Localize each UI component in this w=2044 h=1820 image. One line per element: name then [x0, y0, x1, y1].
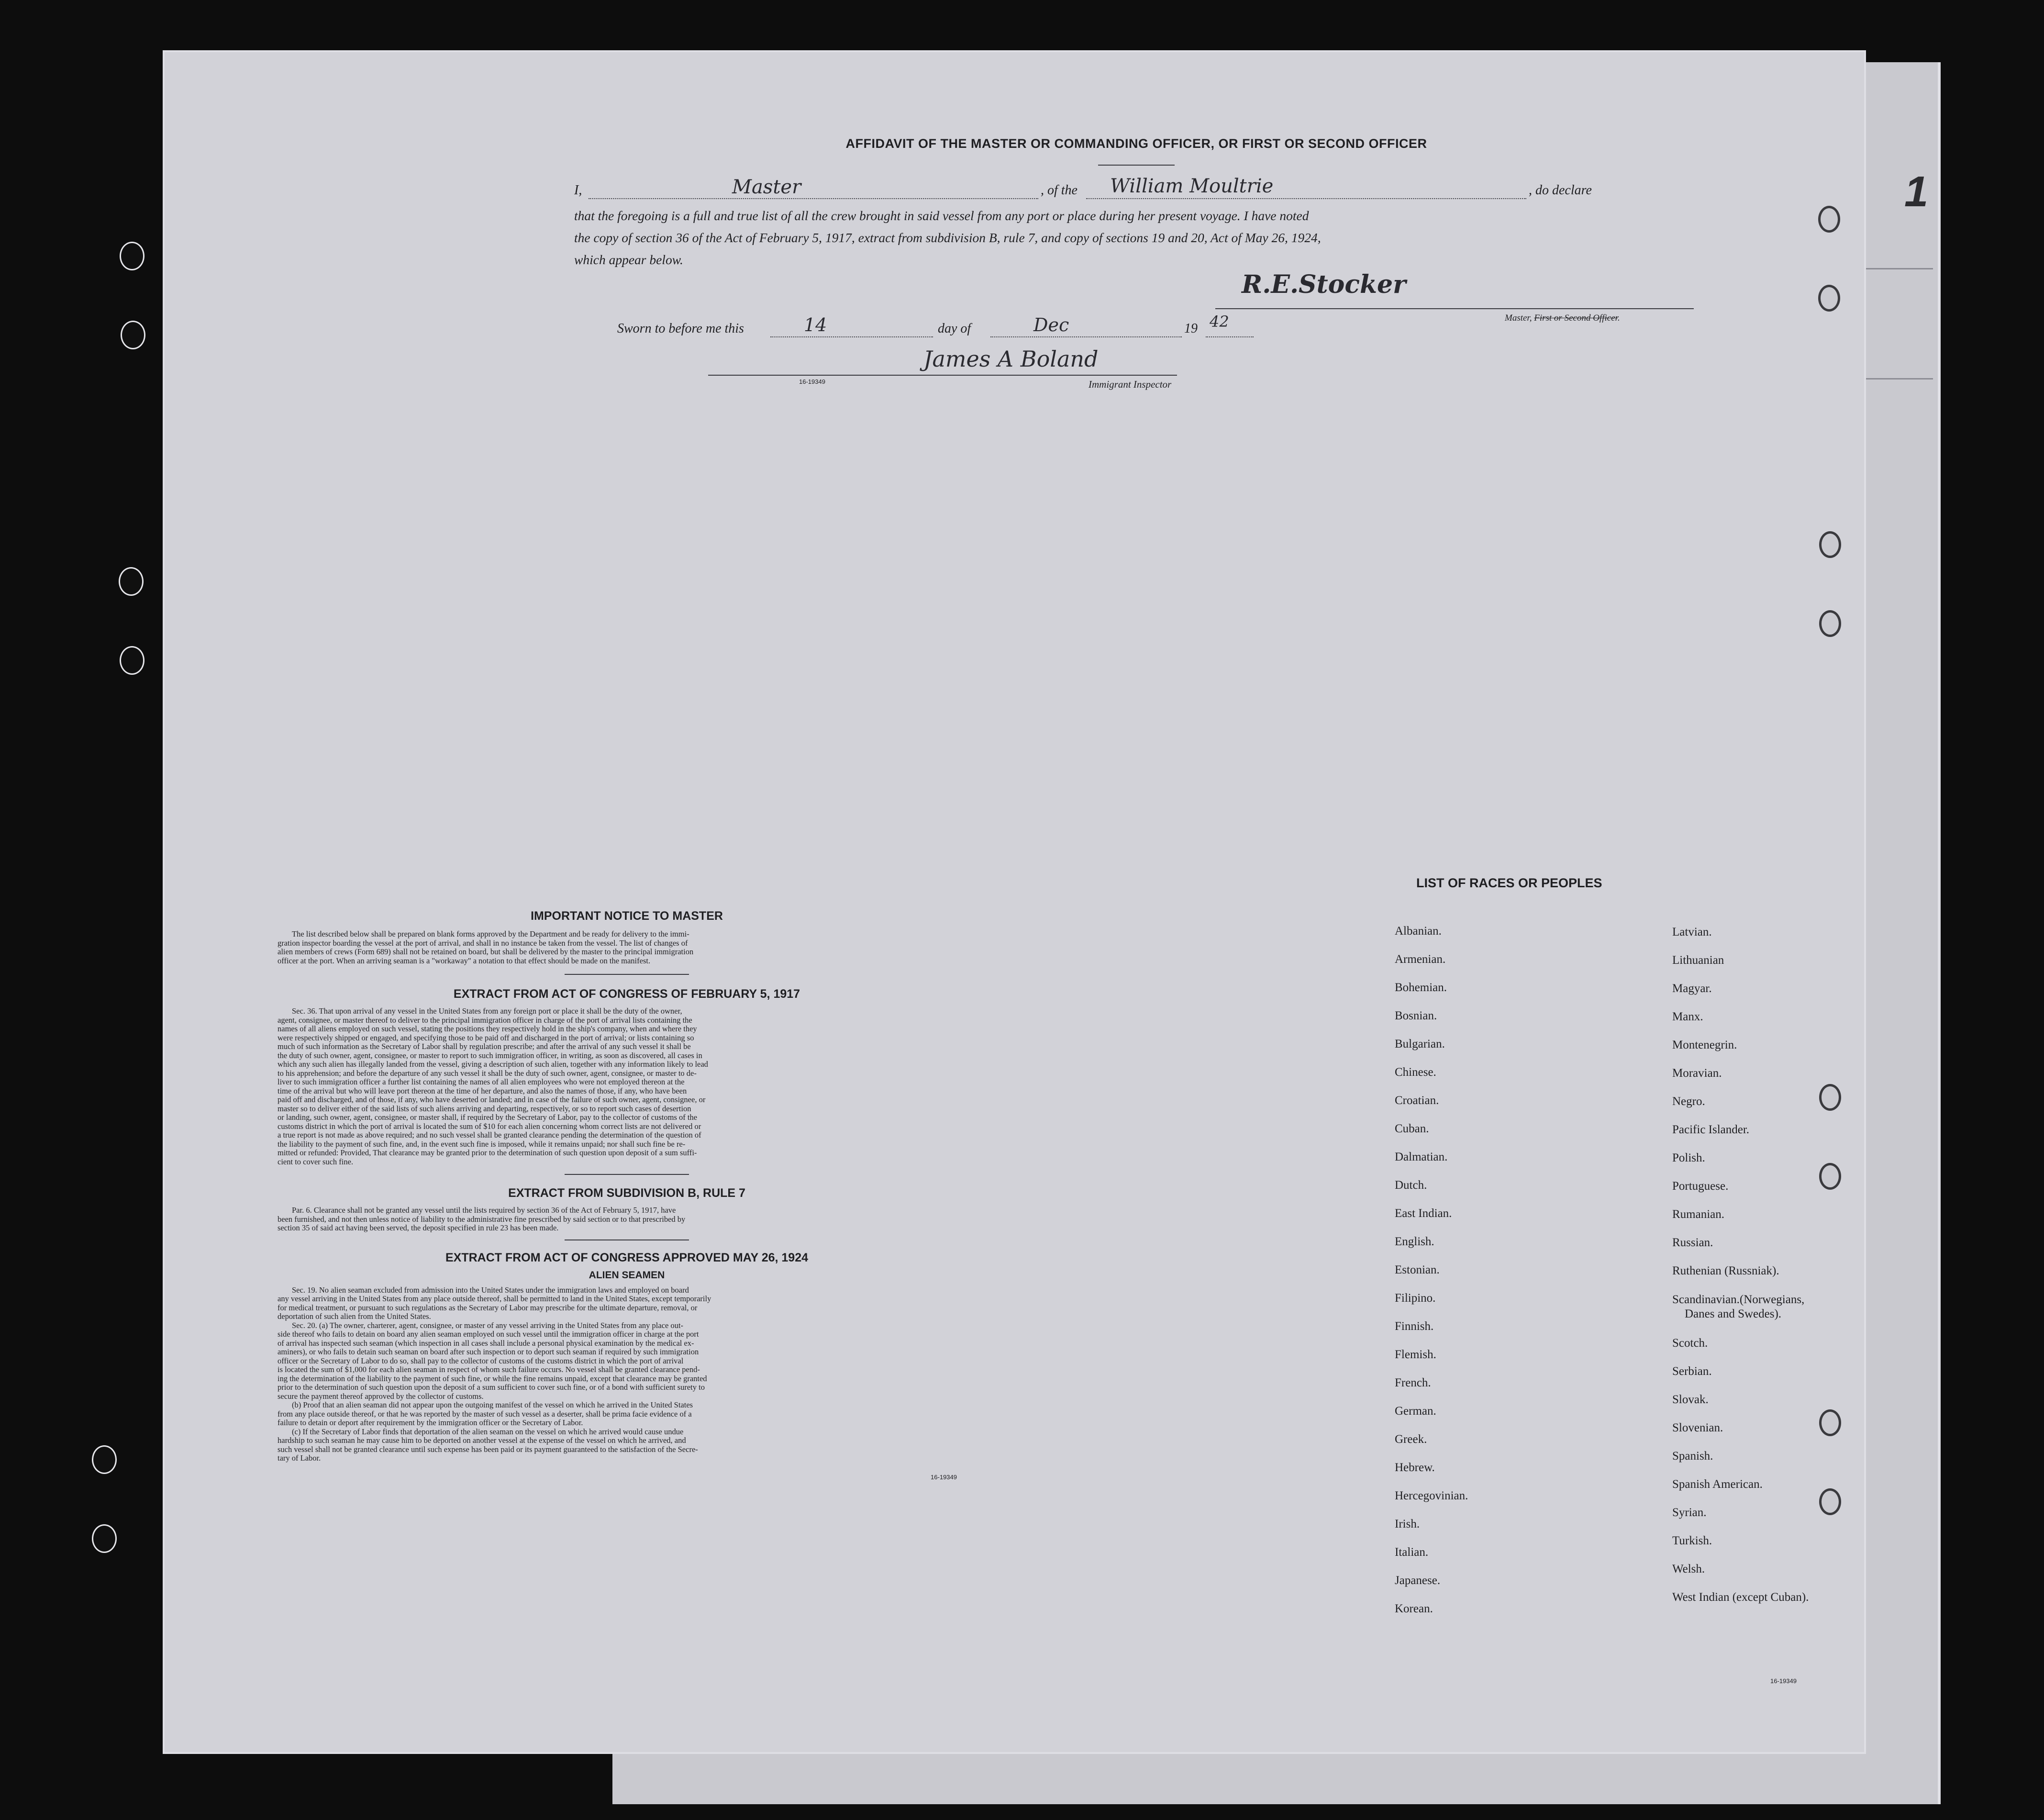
binder-hole — [121, 321, 145, 349]
declare-label: , do declare — [1529, 183, 1592, 198]
binder-hole — [120, 646, 144, 675]
race-item: English. — [1395, 1235, 1434, 1248]
sworn-label: Sworn to before me this — [617, 321, 744, 336]
extract-1917-line: or landing, such owner, agent, consignee, or master shall, if required by the Secretary of Labor, pay to the collector of customs of the — [278, 1113, 698, 1122]
races-column-right — [1672, 926, 1809, 1619]
race-item: Montenegrin. — [1672, 1038, 1737, 1051]
extract-1924-line: prior to the determination of such question upon the deposit of a sum sufficient to cover such fine, or of a bond with sufficient surety to — [278, 1383, 705, 1392]
inspector-signature: James A Boland — [923, 346, 1099, 372]
of-the-label: , of the — [1041, 183, 1078, 198]
extract-1924-line: for medical treatment, or pursuant to such regulations as the Secretary of Labor may prescribe for the ultimate departure, removal, or — [278, 1303, 698, 1312]
sworn-month-field — [990, 318, 1182, 337]
race-item: Turkish. — [1672, 1534, 1712, 1547]
punch-hole — [1819, 1163, 1841, 1190]
extract-1917-line: which any such alien has illegally landed from the vessel, giving a description of such alien, together with any information likely to lead — [278, 1060, 708, 1069]
race-item: Japanese. — [1395, 1574, 1441, 1587]
races-list — [1215, 876, 1813, 1699]
race-item: German. — [1395, 1405, 1436, 1418]
race-item: Korean. — [1395, 1602, 1433, 1615]
race-item: Manx. — [1672, 1010, 1703, 1023]
race-item: Portuguese. — [1672, 1180, 1729, 1193]
extract-1924-line: officer or the Secretary of Labor to do so, shall pay to the collector of customs of the customs district in which the port of arrival — [278, 1356, 684, 1365]
extract-rule7-line: section 35 of said act having been served, the deposit specified in rule 23 has been made. — [278, 1223, 559, 1232]
race-item: Spanish. — [1672, 1450, 1713, 1463]
extracts-column — [278, 909, 976, 1481]
extract-1924-line: hardship to such seaman he may cause him to be deported on another vessel at the expense of the vessel on which he arrived, and — [278, 1436, 686, 1445]
sworn-day-handwritten: 14 — [804, 314, 827, 335]
punch-hole — [1818, 285, 1840, 312]
race-item: Irish. — [1395, 1518, 1420, 1530]
section-divider — [565, 1239, 689, 1240]
extract-1924-line: (c) If the Secretary of Labor finds that deportation of the alien seaman on the vessel on which he arrived would cause undue — [292, 1427, 684, 1436]
extract-1924-line: Sec. 19. No alien seaman excluded from admission into the United States under the immigration laws and employed on board — [292, 1285, 689, 1295]
section-divider — [565, 974, 689, 975]
race-item: Cuban. — [1395, 1122, 1429, 1135]
document-page — [163, 50, 1866, 1754]
under-sheet-table-line — [1856, 378, 1933, 380]
day-of-label: day of — [938, 321, 971, 336]
race-item: Ruthenian (Russniak). — [1672, 1264, 1779, 1277]
race-item: Bohemian. — [1395, 981, 1447, 994]
extract-1924-line: from any place outside thereof, or that he was reported by the master of such vessel as a deserter, shall be prima facie evidence of a — [278, 1409, 692, 1418]
extract-1917-line: agent, consignee, or master thereof to deliver to the principal immigration officer in charge of the port of arrival lists containing the — [278, 1015, 692, 1025]
inspector-caption: Immigrant Inspector — [1089, 379, 1172, 390]
race-item: Latvian. — [1672, 926, 1712, 938]
extract-1917-title: EXTRACT FROM ACT OF CONGRESS OF FEBRUARY 5, 1917 — [453, 987, 800, 1001]
punch-hole — [1819, 1488, 1841, 1515]
binder-hole — [120, 242, 144, 270]
race-item: Spanish American. — [1672, 1478, 1763, 1491]
extract-1924-line: side thereof who fails to detain on board any alien seaman employed on such vessel until the immigration officer in charge at the port — [278, 1329, 699, 1339]
race-item: Flemish. — [1395, 1348, 1436, 1361]
extract-1917-line: cient to cover such fine. — [278, 1157, 354, 1166]
race-item: Dutch. — [1395, 1179, 1427, 1192]
extract-1924-line: any vessel arriving in the United States from any place outside thereof, shall be permitted to land in the United States, except temporarily — [278, 1294, 711, 1303]
race-item: Welsh. — [1672, 1563, 1705, 1575]
race-item: Croatian. — [1395, 1094, 1439, 1107]
rank-handwritten: Master — [732, 176, 801, 198]
race-item: Slovak. — [1672, 1393, 1709, 1406]
extract-1924-line: aminers), or who fails to detain such seaman on board after such inspection or to deport such seaman if required by such immigration — [278, 1347, 699, 1356]
extract-rule7-line: Par. 6. Clearance shall not be granted any vessel until the lists required by section 36 of the Act of February 5, 1917, have — [292, 1206, 676, 1215]
extract-1917-line: the duty of such owner, agent, consignee, or master to report to such immigration officer, in writing, as soon as discovered, all cases in — [278, 1050, 702, 1060]
affidavit-title: AFFIDAVIT OF THE MASTER OR COMMANDING OFFICER, OR FIRST OR SECOND OFFICER — [845, 136, 1427, 151]
year-prefix: 19 — [1184, 321, 1198, 336]
race-item: Albanian. — [1395, 925, 1442, 938]
race-item: Russian. — [1672, 1236, 1713, 1249]
extract-1924-title: EXTRACT FROM ACT OF CONGRESS APPROVED MAY 26, 1924 — [445, 1251, 809, 1264]
signature-line — [1215, 308, 1694, 309]
race-item-multiline — [1672, 1293, 1809, 1337]
extract-rule7-text — [278, 1206, 976, 1233]
extract-1917-line: a true report is not made as above required; and no such vessel shall be granted clearance pending the determination of the question of — [278, 1130, 701, 1139]
year-handwritten: 42 — [1210, 313, 1229, 331]
extract-1917-text — [278, 1007, 976, 1166]
notice-line: gration inspector boarding the vessel at the port of arrival, and shall in no instance be taken from the vessel. The list of changes of — [278, 938, 688, 948]
race-item: Negro. — [1672, 1095, 1705, 1108]
race-item: Serbian. — [1672, 1365, 1712, 1378]
race-item: Armenian. — [1395, 953, 1446, 966]
race-item: Filipino. — [1395, 1292, 1436, 1305]
officer-caption-struck: First or Second Officer — [1534, 313, 1618, 323]
races-title: LIST OF RACES OR PEOPLES — [1416, 876, 1602, 890]
extract-1924-line: Sec. 20. (a) The owner, charterer, agent, consignee, or master of any vessel arriving in the United States from any place out- — [292, 1320, 684, 1330]
race-item: Hercegovinian. — [1395, 1489, 1468, 1502]
punch-hole — [1819, 531, 1841, 558]
race-item: Magyar. — [1672, 982, 1712, 995]
punch-hole — [1819, 1084, 1841, 1111]
extract-1924-line: tary of Labor. — [278, 1453, 321, 1463]
race-item: Polish. — [1672, 1151, 1705, 1164]
sworn-month-handwritten: Dec — [1033, 314, 1069, 335]
binder-hole — [92, 1445, 117, 1474]
race-item: Syrian. — [1672, 1506, 1707, 1519]
extracts-form-number: 16-19349 — [931, 1473, 957, 1481]
notice-line: alien members of crews (Form 689) shall not be retained on board, but shall be delivered by the master to the principal immigration — [278, 947, 694, 956]
extract-1917-line: paid off and discharged, and of those, if any, who have deserted or landed; and in case of the failure of such owner, agent, consignee, or — [278, 1095, 706, 1104]
section-divider — [565, 1174, 689, 1175]
extract-1917-line: much of such information as the Secretary of Labor shall by regulation prescribe; and after the arrival of any such vessel it shall be — [278, 1042, 691, 1051]
under-sheet-table-line — [1856, 268, 1933, 269]
declaration-line: which appear below. — [574, 252, 683, 267]
extract-1917-line: master so to deliver either of the said lists of such aliens arriving and departing, respectively, or so to report such cases of desertion — [278, 1104, 691, 1113]
race-item: Rumanian. — [1672, 1208, 1725, 1221]
notice-title: IMPORTANT NOTICE TO MASTER — [531, 909, 723, 923]
extract-1917-line: were respectively shipped or engaged, and specifying those to be paid off and discharged in the port of arrival; or lists containing so — [278, 1033, 694, 1042]
sworn-block — [617, 313, 1431, 404]
race-item: French. — [1395, 1376, 1431, 1389]
race-item: Bosnian. — [1395, 1009, 1437, 1022]
rank-field — [589, 180, 1038, 199]
race-item: Greek. — [1395, 1433, 1427, 1446]
extract-1917-line: names of all aliens employed on such vessel, stating the positions they respectively hold in the ship's company, when and where they — [278, 1024, 697, 1033]
race-item: Moravian. — [1672, 1067, 1722, 1080]
bleed-through-mark: 1 — [1904, 168, 1929, 216]
punch-hole — [1818, 206, 1840, 233]
extract-1924-line: such vessel shall not be granted clearance until such expense has been paid or its payment guaranteed to the satisfaction of the Secre- — [278, 1444, 698, 1454]
declaration-text — [574, 205, 1694, 271]
races-form-number: 16-19349 — [1770, 1677, 1797, 1685]
race-item: Lithuanian — [1672, 954, 1724, 967]
race-item-continuation: Danes and Swedes). — [1685, 1307, 1782, 1320]
punch-hole — [1819, 610, 1841, 637]
races-column-left — [1395, 925, 1468, 1630]
race-item: West Indian (except Cuban). — [1672, 1591, 1809, 1604]
title-rule — [1098, 165, 1175, 166]
race-item: Hebrew. — [1395, 1461, 1435, 1474]
race-item: Chinese. — [1395, 1066, 1436, 1079]
extract-rule7-line: been furnished, and not then unless notice of liability to the administrative fine prescribed by said section or to that prescribed by — [278, 1214, 686, 1224]
extract-1917-line: to his apprehension; and before the departure of any such vessel it shall be the duty of such owner, agent, consignee, or master to de- — [278, 1068, 697, 1078]
declaration-line: the copy of section 36 of the Act of February 5, 1917, extract from subdivision B, rule 7, and copy of sections 19 and 20, Act of May 26, 1924, — [574, 230, 1321, 245]
signature-caption: Master, First or Second Officer. — [1505, 313, 1620, 323]
extract-1917-line: time of the arrival but who will leave port thereon at the time of her departure, and also the names of those, if any, who have been — [278, 1086, 687, 1095]
sworn-day-field — [770, 318, 933, 337]
extract-1924-text — [278, 1286, 976, 1463]
binder-hole — [119, 567, 144, 596]
extract-rule7-title: EXTRACT FROM SUBDIVISION B, RULE 7 — [508, 1186, 745, 1200]
race-item: Slovenian. — [1672, 1421, 1723, 1434]
inspector-signature-line — [708, 375, 1177, 376]
extract-1917-line: the liability to the payment of such fine, and, in the event such fine is imposed, while it remains unpaid; nor shall such fine be re- — [278, 1139, 686, 1149]
race-item: Scandinavian.(Norwegians, — [1672, 1293, 1805, 1306]
extract-1924-line: is located the sum of $1,000 for each alien seaman in respect of whom such failure occurs. No vessel shall be granted clearance pend- — [278, 1365, 700, 1374]
vessel-handwritten: William Moultrie — [1110, 175, 1274, 197]
race-item: Finnish. — [1395, 1320, 1434, 1333]
extract-1917-line: mitted or refunded: Provided, That clearance may be granted prior to the determination of such question upon deposit of a sum suffi- — [278, 1148, 697, 1157]
race-item: Dalmatian. — [1395, 1150, 1448, 1163]
extract-1924-line: of arrival has inspected such seaman (which inspection in all cases shall include a personal physical examination by the medical ex- — [278, 1338, 694, 1348]
declaration-line: that the foregoing is a full and true list of all the crew brought in said vessel from any port or place during her present voyage. I have noted — [574, 208, 1309, 223]
extract-1917-line: liver to such immigration officer a further list containing the names of all alien employees who were not employed thereon at the — [278, 1077, 685, 1086]
notice-text — [278, 930, 976, 965]
affidavit-form-number: 16-19349 — [799, 378, 825, 385]
extract-1924-line: ing the determination of the liability to the payment of such fine, or while the fine remains unpaid, except that clearance may be granted — [278, 1373, 707, 1383]
extract-1924-line: deportation of such alien from the United States. — [278, 1312, 431, 1321]
master-signature: R.E.Stocker — [1242, 270, 1406, 299]
punch-hole — [1819, 1409, 1841, 1436]
race-item: East Indian. — [1395, 1207, 1452, 1220]
race-item: Scotch. — [1672, 1337, 1708, 1350]
extract-1924-line: failure to detain or deport after requirement by the immigration officer or the Secretary of Labor. — [278, 1418, 583, 1427]
master-caption: Master, — [1505, 313, 1532, 323]
binder-hole — [92, 1524, 117, 1553]
extract-1924-line: secure the payment thereof approved by the collector of customs. — [278, 1391, 484, 1401]
race-item: Italian. — [1395, 1546, 1429, 1559]
race-item: Pacific Islander. — [1672, 1123, 1750, 1136]
race-item: Estonian. — [1395, 1263, 1440, 1276]
race-item: Bulgarian. — [1395, 1038, 1445, 1050]
extract-1917-line: Sec. 36. That upon arrival of any vessel in the United States from any foreign port or place it shall be the duty of the owner, — [292, 1006, 682, 1016]
notice-line: officer at the port. When an arriving seaman is a "workaway" a notation to that effect should be made on the manifest. — [278, 956, 651, 965]
extract-1917-line: customs district in which the port of arrival is located the sum of $10 for each alien concerning whom correct lists are not delivered or — [278, 1121, 701, 1131]
notice-line: The list described below shall be prepared on blank forms approved by the Department and be ready for delivery to the immi- — [292, 929, 689, 938]
extract-1924-line: (b) Proof that an alien seaman did not appear upon the outgoing manifest of the vessel on which he arrived in the United States — [292, 1400, 693, 1409]
i-label: I, — [574, 183, 582, 198]
extract-1924-subtitle: ALIEN SEAMEN — [589, 1269, 665, 1281]
